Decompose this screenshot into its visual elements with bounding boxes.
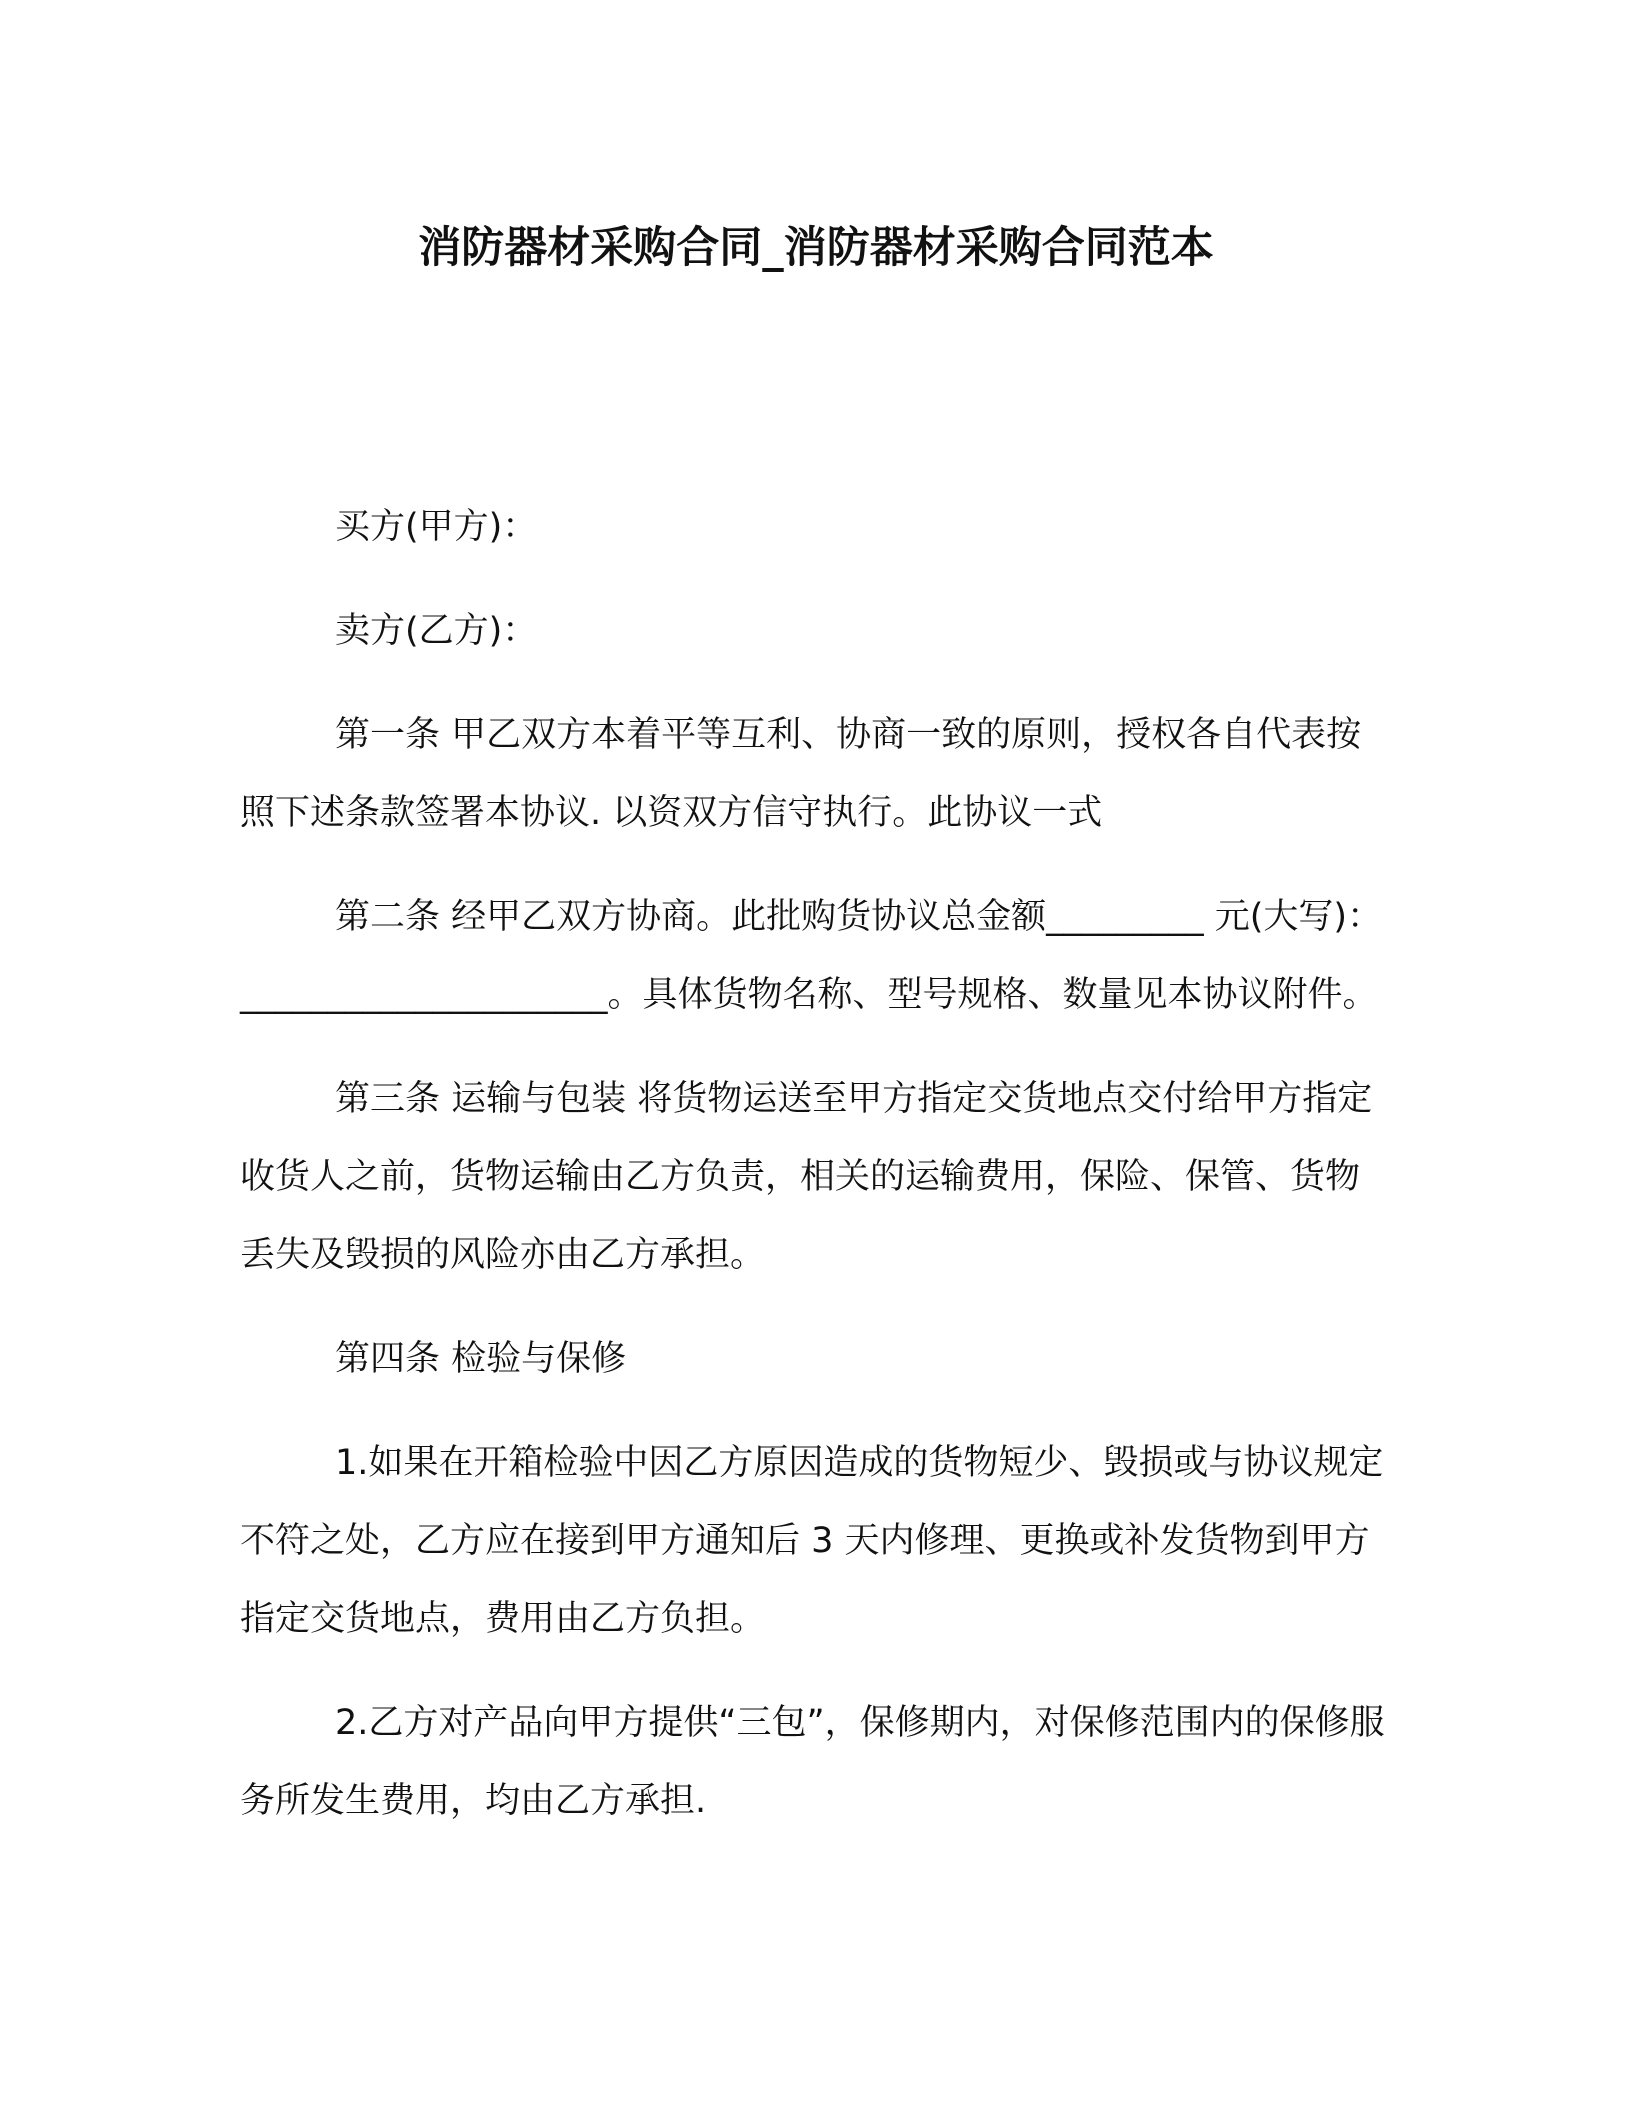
article-3: 第三条 运输与包装 将货物运送至甲方指定交货地点交付给甲方指定收货人之前，货物运输由乙方负责，相关的运输费用，保险、保管、货物丢失及毁损的风险亦由乙方承担。 <box>240 1079 1373 1275</box>
article-2: 第二条 经甲乙双方协商。此批购货协议总金额_________ 元(大写)：_____________________。具体货物名称、型号规格、数量见本协议附件。 <box>240 897 1383 1015</box>
seller-line: 卖方(乙方)： <box>335 611 538 651</box>
document-title: 消防器材采购合同_消防器材采购合同范本 <box>418 223 1214 273</box>
article-4-item-2: 2.乙方对产品向甲方提供“三包”，保修期内，对保修范围内的保修服务所发生费用，均由乙方承担. <box>240 1703 1385 1821</box>
buyer-line: 买方(甲方)： <box>335 507 538 547</box>
article-1: 第一条 甲乙双方本着平等互利、协商一致的原则，授权各自代表按照下述条款签署本协议. 以资双方信守执行。此协议一式 <box>240 715 1362 833</box>
article-4-heading: 第四条 检验与保修 <box>335 1339 627 1379</box>
article-4-item-1: 1.如果在开箱检验中因乙方原因造成的货物短少、毁损或与协议规定不符之处，乙方应在接到甲方通知后 3 天内修理、更换或补发货物到甲方指定交货地点，费用由乙方负担。 <box>240 1443 1384 1639</box>
document-body <box>240 488 1390 1866</box>
